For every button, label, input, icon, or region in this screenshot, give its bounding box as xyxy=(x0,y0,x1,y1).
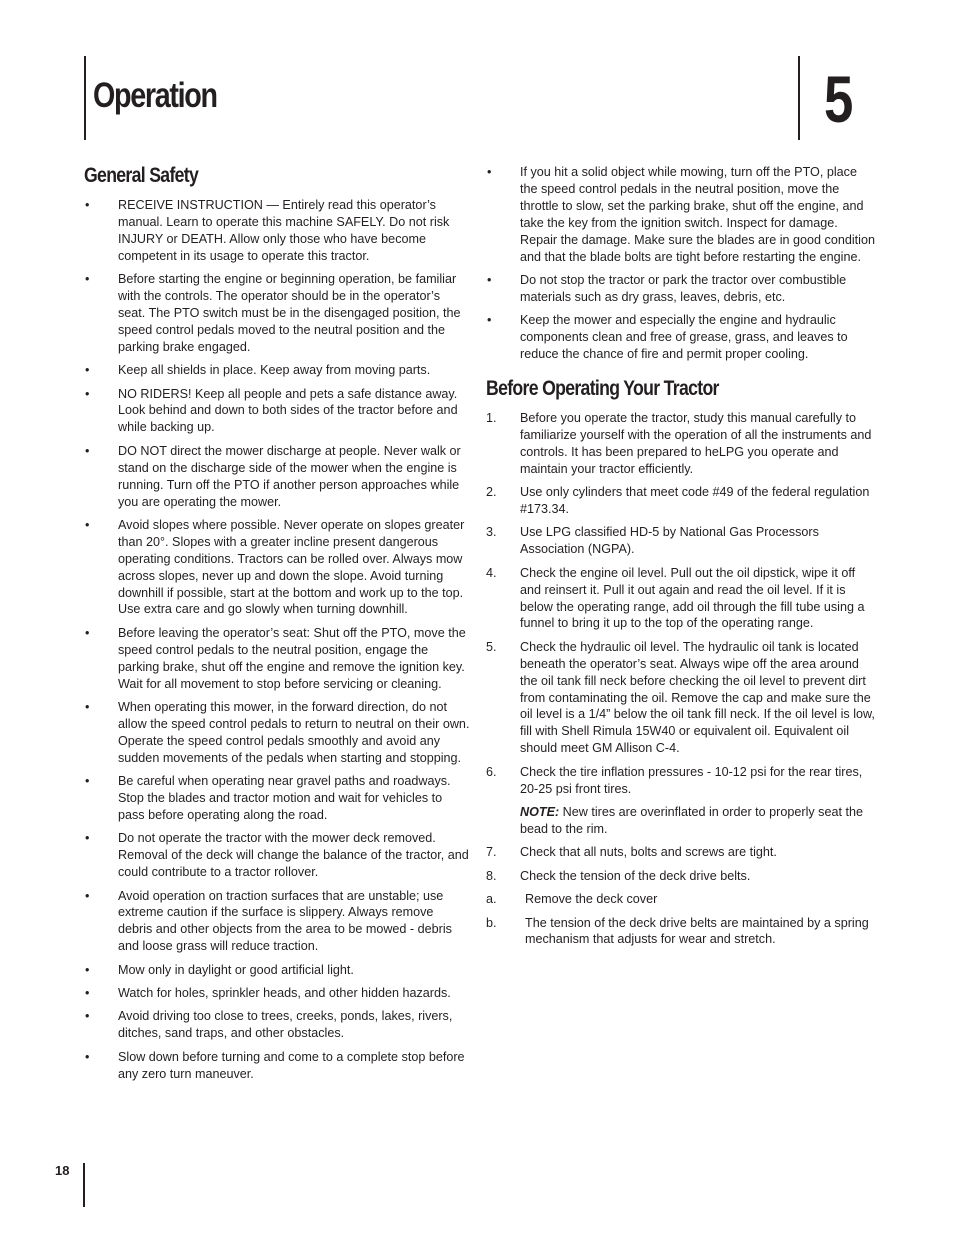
header-rule-left xyxy=(84,56,86,140)
bullet-marker: • xyxy=(85,699,90,714)
bullet-marker: • xyxy=(85,1049,90,1064)
list-item xyxy=(84,443,470,511)
step-number: 4. xyxy=(486,565,497,580)
list-item-text: When operating this mower, in the forward direction, do not allow the speed control pedals to return to neutral on their own. Operate the speed control pedals smoothly and avoid any sudden movements of the pedals when starting and stopping. xyxy=(118,699,470,765)
note-label: NOTE: xyxy=(520,805,560,819)
list-item-text: Keep all shields in place. Keep away from moving parts. xyxy=(118,363,431,378)
step-number: b. xyxy=(486,915,497,930)
list-item-text: RECEIVE INSTRUCTION — Entirely read this operator’s manual. Learn to operate this machine SAFELY. Do not risk INJURY or DEATH. Allow only those who have become competent in its usage to operate this tractor. xyxy=(118,198,450,263)
list-item xyxy=(84,362,470,379)
step-text: Check that all nuts, bolts and screws are tight. xyxy=(520,845,777,860)
step-number: 5. xyxy=(486,639,497,654)
bullet-marker: • xyxy=(85,386,90,401)
list-item xyxy=(486,312,876,363)
step-text: Use LPG classified HD-5 by National Gas Processors Association (NGPA). xyxy=(520,525,819,557)
bullet-marker: • xyxy=(85,443,90,458)
step-number: 2. xyxy=(486,485,497,500)
step-text: Use only cylinders that meet code #49 of the federal regulation #173.34. xyxy=(520,485,870,516)
step-number: 8. xyxy=(486,868,497,883)
right-column xyxy=(486,164,876,955)
list-item xyxy=(84,985,470,1002)
step-item xyxy=(486,844,876,861)
step-item xyxy=(486,639,876,757)
list-item-text: Watch for holes, sprinkler heads, and other hidden hazards. xyxy=(118,986,451,1001)
list-item-text: Mow only in daylight or good artificial light. xyxy=(118,962,354,977)
list-item xyxy=(486,272,876,306)
continued-safety-list xyxy=(486,164,876,363)
left-column xyxy=(84,164,470,1089)
list-item-text: Avoid driving too close to trees, creeks, ponds, lakes, rivers, ditches, sand traps, and other obstacles. xyxy=(118,1009,453,1041)
page-number: 18 xyxy=(55,1163,70,1178)
list-item-text: Do not operate the tractor with the mower deck removed. Removal of the deck will change the balance of the tractor, and could contribute to a tractor rollover. xyxy=(118,831,469,880)
list-item-text: Slow down before turning and come to a complete stop before any zero turn maneuver. xyxy=(118,1049,465,1081)
note-text: New tires are overinflated in order to properly seat the bead to the rim. xyxy=(520,805,863,836)
bullet-marker: • xyxy=(85,272,90,287)
list-item xyxy=(84,197,470,265)
footer-rule xyxy=(83,1163,85,1207)
list-item xyxy=(84,625,470,693)
list-item-text: Keep the mower and especially the engine and hydraulic components clean and free of grease, grass, and leaves to reduce the chance of fire and permit proper cooling. xyxy=(520,313,848,362)
list-item-text: Do not stop the tractor or park the tractor over combustible materials such as dry grass, leaves, debris, etc. xyxy=(520,272,847,304)
before-operating-steps xyxy=(486,410,876,798)
list-item xyxy=(486,164,876,265)
general-safety-heading: General Safety xyxy=(84,164,199,187)
step-number: a. xyxy=(486,892,497,907)
step-item xyxy=(486,764,876,798)
list-item-text: If you hit a solid object while mowing, turn off the PTO, place the speed control pedals in the neutral position, move the throttle to slow, set the parking brake, shut off the engine, and take the key from the ignition switch. Inspect for damage. Repair the damage. Make sure the blades are in good condition and that the blade bolts are tight before restarting the engine. xyxy=(520,165,875,264)
list-item-text: Be careful when operating near gravel paths and roadways. Stop the blades and tractor motion and wait for vehicles to pass before operating along the road. xyxy=(118,774,451,822)
bullet-marker: • xyxy=(85,363,90,378)
list-item-text: Avoid operation on traction surfaces that are unstable; use extreme caution if the surface is slippery. Always remove debris and other objects from the area to be mowed - debris and loose grass will reduce traction. xyxy=(118,888,452,954)
bullet-marker: • xyxy=(85,962,90,977)
tire-note xyxy=(486,804,876,838)
list-item xyxy=(84,386,470,437)
step-text: The tension of the deck drive belts are maintained by a spring mechanism that adjusts for wear and stretch. xyxy=(525,915,869,947)
general-safety-list xyxy=(84,197,470,1083)
step-item xyxy=(486,524,876,558)
list-item xyxy=(84,271,470,356)
list-item xyxy=(84,888,470,956)
deck-belt-substeps xyxy=(486,891,876,948)
step-text: Remove the deck cover xyxy=(525,892,658,907)
step-item xyxy=(486,565,876,633)
list-item xyxy=(84,517,470,618)
substep-item xyxy=(486,891,876,908)
step-number: 1. xyxy=(486,410,497,425)
step-item xyxy=(486,410,876,478)
step-text: Check the hydraulic oil level. The hydraulic oil tank is located beneath the operator’s seat. Always wipe off the area around the oil tank fill neck before checking the oil level to prevent dirt from contaminating the oil. Remove the cap and make sure the oil level is a 1/4” below the oil tank fill neck. If the oil level is low, fill with Shell Rimula 15W40 or equivalent oil. Equivalent oil should meet GM Allison C-4. xyxy=(520,639,875,756)
list-item xyxy=(84,773,470,824)
step-number: 7. xyxy=(486,845,497,860)
list-item-text: DO NOT direct the mower discharge at people. Never walk or stand on the discharge side of the mower when the engine is running. Turn off the PTO if another person approaches while you are operating the mower. xyxy=(118,443,461,509)
bullet-marker: • xyxy=(85,888,90,903)
step-number: 3. xyxy=(486,525,497,540)
list-item-text: NO RIDERS! Keep all people and pets a safe distance away. Look behind and down to both sides of the tractor before and while backing up. xyxy=(118,386,458,435)
bullet-marker: • xyxy=(487,165,492,179)
list-item xyxy=(84,830,470,881)
bullet-marker: • xyxy=(85,831,90,846)
bullet-marker: • xyxy=(85,774,90,789)
substep-item xyxy=(486,915,876,949)
list-item xyxy=(84,962,470,979)
header-rule-right xyxy=(798,56,800,140)
step-text: Check the tire inflation pressures - 10-12 psi for the rear tires, 20-25 psi front tires. xyxy=(520,764,863,796)
list-item-text: Avoid slopes where possible. Never operate on slopes greater than 20°. Slopes with a greater incline present dangerous operating conditions. Tractors can be rolled over. Always mow across slopes, never up and down the slope. Avoid turning downhill if possible, start at the bottom and work up to the top. Use extra care and go slowly when turning downhill. xyxy=(118,517,465,617)
bullet-marker: • xyxy=(85,625,90,640)
list-item xyxy=(84,1049,470,1083)
bullet-marker: • xyxy=(85,198,90,212)
bullet-marker: • xyxy=(85,1009,90,1024)
step-text: Check the engine oil level. Pull out the oil dipstick, wipe it off and reinsert it. Pull it out again and read the oil level. If it is below the operating range, add oil through the fill tube using a funnel to bring it up to the top of the operating range. xyxy=(520,565,865,631)
page-title: Operation xyxy=(93,76,217,115)
step-item xyxy=(486,868,876,885)
list-item-text: Before leaving the operator’s seat: Shut off the PTO, move the speed control pedals to the neutral position, engage the parking brake, shut off the engine and remove the ignition key. Wait for all movement to stop before servicing or cleaning. xyxy=(118,625,466,691)
before-operating-steps-continued xyxy=(486,844,876,884)
bullet-marker: • xyxy=(487,272,492,287)
list-item-text: Before starting the engine or beginning operation, be familiar with the controls. The operator should be in the operator’s seat. The PTO switch must be in the disengaged position, the speed control pedals moved to the neutral position and the parking brake engaged. xyxy=(118,272,461,354)
before-operating-heading: Before Operating Your Tractor xyxy=(486,376,719,400)
list-item xyxy=(84,1008,470,1042)
step-item xyxy=(486,484,876,518)
step-text: Before you operate the tractor, study this manual carefully to familiarize yourself with the operation of all the instruments and controls. It has been prepared to heLPG you operate and maintain your tractor efficiently. xyxy=(520,410,872,476)
step-text: Check the tension of the deck drive belts. xyxy=(520,868,751,883)
bullet-marker: • xyxy=(85,517,90,532)
bullet-marker: • xyxy=(85,986,90,1001)
list-item xyxy=(84,699,470,767)
bullet-marker: • xyxy=(487,313,492,328)
step-number: 6. xyxy=(486,764,497,779)
chapter-number: 5 xyxy=(824,62,854,136)
